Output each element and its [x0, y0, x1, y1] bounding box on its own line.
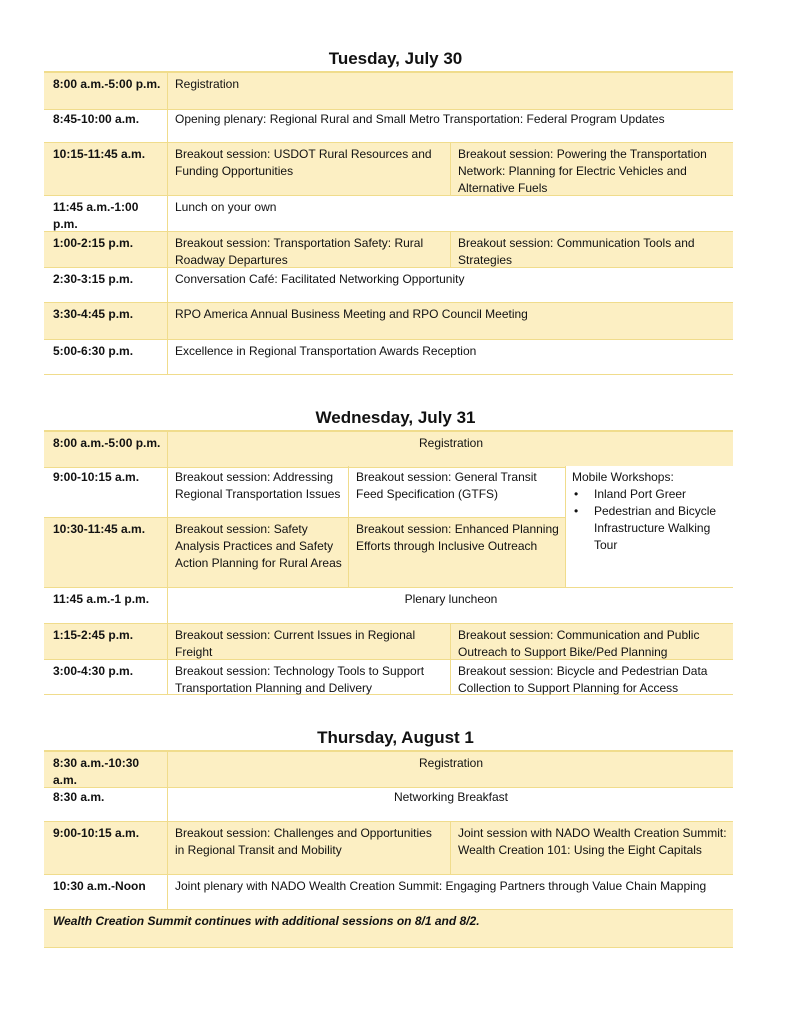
- session-cell: Breakout session: Communication Tools and Strategies: [450, 232, 733, 267]
- day-title-tuesday: Tuesday, July 30: [328, 49, 463, 68]
- table-row: [44, 822, 733, 875]
- session-cell: Breakout session: Enhanced Planning Efforts through Inclusive Outreach: [348, 518, 565, 587]
- table-row: [44, 340, 733, 375]
- table-row: [44, 750, 733, 788]
- session-cell: Breakout session: General Transit Feed Specification (GTFS): [348, 466, 565, 517]
- session-cell: Joint session with NADO Wealth Creation Summit: Wealth Creation 101: Using the Eight Capitals: [450, 822, 733, 874]
- summit-note: Wealth Creation Summit continues with additional sessions on 8/1 and 8/2.: [53, 914, 480, 928]
- session-cell: Breakout session: Powering the Transportation Network: Planning for Electric Vehicles and Alternative Fuels: [450, 143, 733, 195]
- table-row: [44, 624, 733, 660]
- table-row: [44, 143, 733, 196]
- session-cell: Registration: [167, 752, 733, 787]
- session-cell: Breakout session: Safety Analysis Practices and Safety Action Planning for Rural Areas: [167, 518, 348, 587]
- session-cell: Conversation Café: Facilitated Networking Opportunity: [167, 268, 733, 302]
- session-cell: Breakout session: Current Issues in Regional Freight: [167, 624, 450, 659]
- table-row: [44, 196, 733, 232]
- time-cell: 11:45 a.m.-1 p.m.: [53, 592, 150, 606]
- time-cell: 3:00-4:30 p.m.: [53, 664, 134, 678]
- session-cell: Breakout session: Technology Tools to Support Transportation Planning and Delivery: [167, 660, 450, 694]
- table-row: [44, 786, 733, 822]
- session-cell: Breakout session: USDOT Rural Resources and Funding Opportunities: [167, 143, 450, 195]
- time-cell: 5:00-6:30 p.m.: [53, 344, 134, 358]
- session-cell: RPO America Annual Business Meeting and RPO Council Meeting: [167, 303, 733, 339]
- table-row: [44, 875, 733, 910]
- session-cell: Joint plenary with NADO Wealth Creation Summit: Engaging Partners through Value Chain Mapping: [167, 875, 733, 909]
- time-cell: 11:45 a.m.-1:00 p.m.: [53, 200, 139, 231]
- session-cell: Breakout session: Transportation Safety: Rural Roadway Departures: [167, 232, 450, 267]
- session-cell: Registration: [167, 432, 733, 467]
- table-row: [44, 660, 733, 695]
- table-row: [44, 232, 733, 268]
- mobile-workshops-list: [572, 486, 727, 554]
- time-cell: 10:30-11:45 a.m.: [53, 522, 146, 536]
- session-cell: Breakout session: Communication and Public Outreach to Support Bike/Ped Planning: [450, 624, 733, 659]
- session-cell: Lunch on your own: [167, 196, 733, 231]
- mobile-workshops-cell: [565, 466, 733, 588]
- session-cell: Excellence in Regional Transportation Awards Reception: [167, 340, 733, 374]
- list-item: • Inland Port Greer: [572, 486, 727, 503]
- session-cell: Plenary luncheon: [167, 588, 733, 623]
- table-row: [44, 71, 733, 110]
- time-cell: 1:00-2:15 p.m.: [53, 236, 134, 250]
- time-cell: 1:15-2:45 p.m.: [53, 628, 134, 642]
- time-cell: 8:30 a.m.-10:30 a.m.: [53, 756, 140, 787]
- session-cell: Breakout session: Addressing Regional Transportation Issues: [167, 466, 348, 517]
- session-cell: Breakout session: Bicycle and Pedestrian Data Collection to Support Planning for Access: [450, 660, 733, 694]
- mobile-workshops-title: Mobile Workshops:: [572, 470, 674, 484]
- time-cell: 2:30-3:15 p.m.: [53, 272, 134, 286]
- session-cell: Opening plenary: Regional Rural and Small Metro Transportation: Federal Program Updates: [167, 108, 733, 142]
- time-cell: 10:15-11:45 a.m.: [53, 147, 146, 161]
- day-title-wednesday: Wednesday, July 31: [315, 408, 476, 427]
- time-cell: 3:30-4:45 p.m.: [53, 307, 134, 321]
- time-cell: 10:30 a.m.-Noon: [53, 879, 146, 893]
- table-row: [44, 588, 733, 624]
- session-cell: Networking Breakfast: [167, 786, 733, 821]
- table-row: [44, 268, 733, 303]
- table-row: [44, 910, 733, 948]
- list-item: • Pedestrian and Bicycle Infrastructure Walking Tour: [572, 503, 727, 554]
- session-cell: Breakout session: Challenges and Opportunities in Regional Transit and Mobility: [167, 822, 450, 874]
- table-row: [44, 108, 733, 143]
- day-title-thursday: Thursday, August 1: [317, 728, 474, 747]
- time-cell: 9:00-10:15 a.m.: [53, 470, 140, 484]
- table-row: [44, 303, 733, 340]
- time-cell: 8:30 a.m.: [53, 790, 105, 804]
- session-cell: Registration: [167, 73, 733, 109]
- time-cell: 8:00 a.m.-5:00 p.m.: [53, 436, 161, 450]
- time-cell: 9:00-10:15 a.m.: [53, 826, 140, 840]
- table-row: [44, 430, 733, 468]
- time-cell: 8:45-10:00 a.m.: [53, 112, 140, 126]
- time-cell: 8:00 a.m.-5:00 p.m.: [53, 77, 161, 91]
